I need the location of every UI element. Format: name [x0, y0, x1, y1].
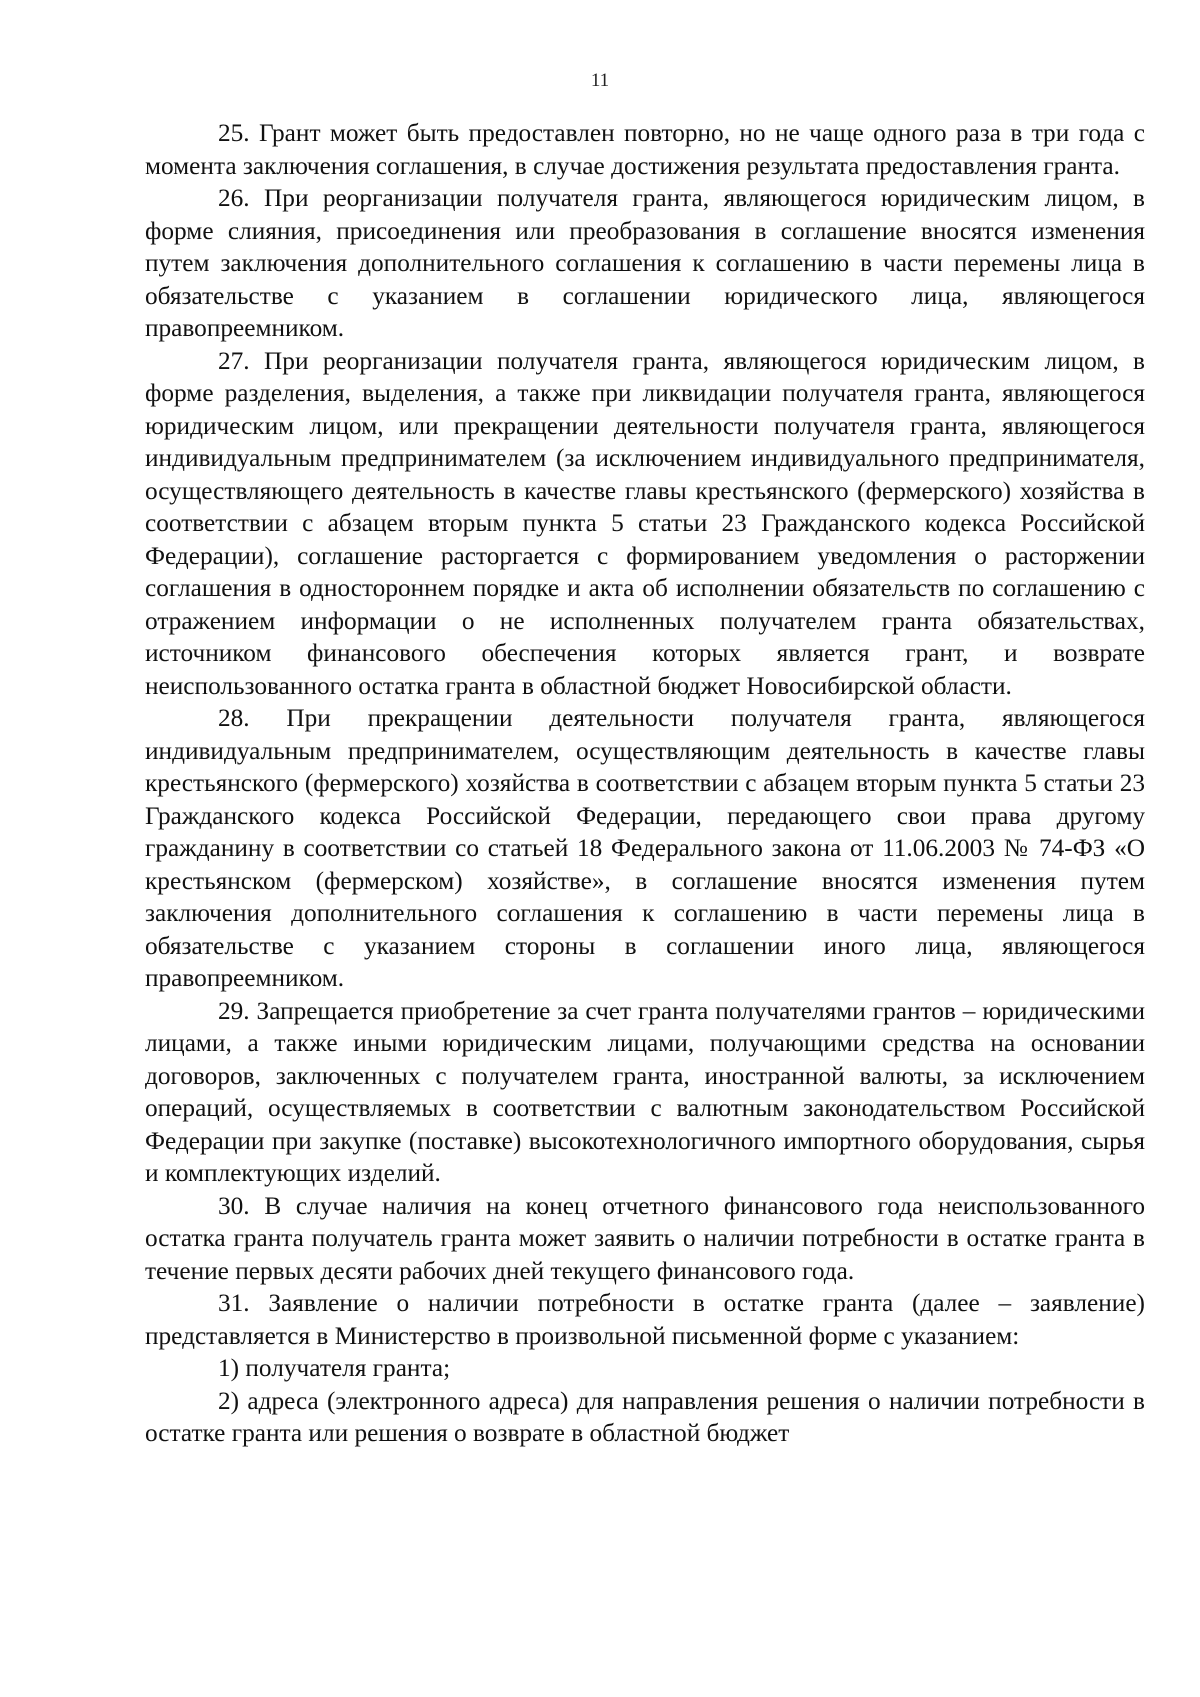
paragraph-30: 30. В случае наличия на конец отчетного финансового года неиспользованного остатка гранта получатель гранта может заявить о наличии потребности в остатке гранта в течение первых десяти рабочих дней текущего финансового года. — [145, 1191, 1145, 1285]
paragraph-27: 27. При реорганизации получателя гранта, являющегося юридическим лицом, в форме разделения, выделения, а также при ликвидации получателя гранта, являющегося юридическим лицом, или прекращении деятельности получателя гранта, являющегося индивидуальным предпринимателем (за исключением индивидуального предпринимателя, осуществляющего деятельность в качестве главы крестьянского (фермерского) хозяйства в соответствии с абзацем вторым пункта 5 статьи 23 Гражданского кодекса Российской Федерации), соглашение расторгается с формированием уведомления о расторжении соглашения в одностороннем порядке и акта об исполнении обязательств по соглашению с отражением информации о не исполненных получателем гранта обязательствах, источником финансового обеспечения которых является грант, и возврате неиспользованного остатка гранта в областной бюджет Новосибирской области. — [145, 346, 1145, 700]
list-item-2: 2) адреса (электронного адреса) для направления решения о наличии потребности в остатке гранта или решения о возврате в областной бюджет — [145, 1386, 1145, 1447]
page-number: 11 — [590, 70, 610, 91]
paragraph-29: 29. Запрещается приобретение за счет гранта получателями грантов – юридическими лицами, а также иными юридическим лицами, получающими средства на основании договоров, заключенных с получателем гранта, иностранной валюты, за исключением операций, осуществляемых в соответствии с валютным законодательством Российской Федерации при закупке (поставке) высокотехнологичного импортного оборудования, сырья и комплектующих изделий. — [145, 996, 1145, 1187]
list-item-1: 1) получателя гранта; — [218, 1354, 451, 1382]
paragraph-31: 31. Заявление о наличии потребности в остатке гранта (далее – заявление) представляется в Министерство в произвольной письменной форме с указанием: — [145, 1289, 1145, 1350]
paragraph-28: 28. При прекращении деятельности получателя гранта, являющегося индивидуальным предпринимателем, осуществляющим деятельность в качестве главы крестьянского (фермерского) хозяйства в соответствии с абзацем вторым пункта 5 статьи 23 Гражданского кодекса Российской Федерации, передающего свои права другому гражданину в соответствии со статьей 18 Федерального закона от 11.06.2003 № 74-ФЗ «О крестьянском (фермерском) хозяйстве», в соглашение вносятся изменения путем заключения дополнительного соглашения к соглашению в части перемены лица в обязательстве с указанием стороны в соглашении иного лица, являющегося правопреемником. — [145, 704, 1145, 992]
document-body — [145, 117, 1145, 1450]
paragraph-25: 25. Грант может быть предоставлен повторно, но не чаще одного раза в три года с момента заключения соглашения, в случае достижения результата предоставления гранта. — [145, 119, 1145, 180]
paragraph-26: 26. При реорганизации получателя гранта, являющегося юридическим лицом, в форме слияния, присоединения или преобразования в соглашение вносятся изменения путем заключения дополнительного соглашения к соглашению в части перемены лица в обязательстве с указанием в соглашении юридического лица, являющегося правопреемником. — [145, 184, 1145, 342]
